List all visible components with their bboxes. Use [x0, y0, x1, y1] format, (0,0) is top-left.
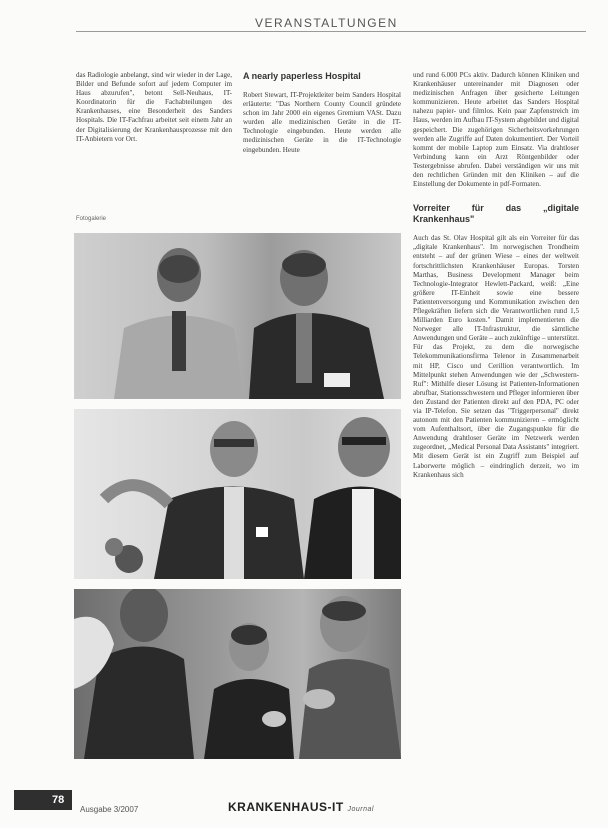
text-column-2 [243, 71, 401, 155]
logo-subtext: Journal [347, 806, 374, 813]
photo-3-illustration [74, 589, 401, 759]
photo-two-men-gesturing [74, 409, 401, 579]
photo-two-men-talking [74, 233, 401, 399]
text-column-3 [413, 71, 579, 480]
photo-2-illustration [74, 409, 401, 579]
section-header: VERANSTALTUNGEN [255, 16, 398, 30]
magazine-logo [228, 800, 374, 814]
column-3-subheading: Vorreiter für das „digitale Krankenhaus" [413, 203, 579, 225]
text-column-1 [76, 71, 232, 144]
article-heading: A nearly paperless Hospital [243, 71, 361, 81]
photo-caption: Fotogalerie [76, 216, 107, 222]
page-number-box [14, 790, 72, 810]
column-2-text: Robert Stewart, IT-Projektleiter beim Sanders Hospital erläuterte: "Das Northern County Council gründete schon im Jahr 2000 ein eigenes Gremium VASt. Dazu wurden alle medizinischen Geräte in die IT-Technologie eingebunden. Heute werden alle medizinischen Geräte in die IT-Technologie eingebunden. Heute [243, 91, 401, 154]
photo-handshake-group [74, 589, 401, 759]
column-1-text: das Radiologie anbelangt, sind wir wieder in der Lage, Bilder und Befunde sofort auf jedem Computer im Haus abzurufen", betont Sell-Neuhaus, IT-Koordinatorin für die Fachabteilungen des Krankenhauses, eine Besonderheit des Sanders Hospitals. Die IT-Fachfrau arbeitet seit einem Jahr an der Digitalisierung der Krankenhausprozesse mit den IT-Anbietern vor Ort. [76, 71, 232, 143]
photo-1-illustration [74, 233, 401, 399]
logo-text: KRANKENHAUS-IT [228, 800, 344, 814]
column-3-text-2: Auch das St. Olav Hospital gilt als ein Vorreiter für das „digitale Krankenhaus". Im norwegischen Trondheim entsteht – auf der grünen Wiese – eines der weltweit fortschrittlichsten Krankenhäuser Europas. Torsten Marthas, Business Development Manager beim Technologie-Integrator Hewlett-Packard, weiß: „Eine größere IT-Einheit sowie eine bessere Patientenversorgung und Kommunikation zwischen den Pflegekräften liefern sich die Verantwortlichen rund 1,5 Milliarden Euro kosten." Damit implementierten die Norweger alle IT-Infrastruktur, die sämtliche Anwendungen und Geräte – auch zukünftige – unterstützt. Für das Projekt, zu dem die norwegische Telekommunikationsfirma Telenor in Zusammenarbeit mit HP, Cisco und Cerillion verantwortlich. Im Mittelpunkt stehen Anwendungen wie der „Schwestern-Ruf": Mithilfe dieser Lösung ist Patienten-Informationen abrufbar, Stationsschwestern und Pfleger informieren über den Zustand der Patienten direkt auf den PDA, PC oder via IP-Telefon. Sie setzen das "Triggerpersonal" direkt autonom mit den Patienten kommunizieren – ermöglicht vom Aufenthaltsort, über die Zugangspunkte für die Anwendung drahtloser Geräte im Netzwerk werden zugeordnet, „Medical Personal Data Assistants" integriert. Mit diesem Gerät ist ein Zugriff zum Beispiel auf Laborwerte möglich – eindringlich derzeit, wo im Krankenhaus sich [413, 234, 579, 479]
issue-label: Ausgabe 3/2007 [80, 805, 139, 814]
column-3-text-1: und rund 6.000 PCs aktiv. Dadurch können Kliniken und Krankenhäuser untereinander mit Diagnosen oder medizinischen Anfragen über gesicherte Leitungen kommunizieren. Heute arbeitet das Sanders Hospital nahezu papier- und filmlos. Kein paar Zapfenstreich im Haus, werden im Aufbau IT-System abgebildet und digital gespeichert. Die zugehörigen Sicherheitsvorkehrungen werden alle Zugriffe auf Daten dokumentiert. Der Vorteil kommt der mobile Laptop zum Einsatz. Via drahtloser Verbindung kann ein Arzt Röntgenbilder oder Testergebnisse abrufen. Dabei verständigen wir uns mit den rechtlichen Gründen mit den Kliniken – auf die Einstellung der Dokumente in pdf-Formaten. [413, 71, 579, 189]
page-number: 78 [52, 794, 65, 806]
header-rule [76, 31, 586, 32]
